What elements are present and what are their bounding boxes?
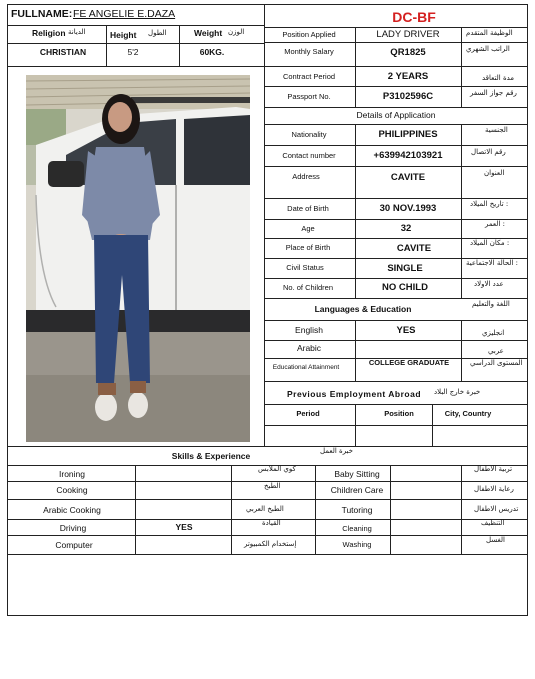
skill-driving-arabic-label: القيادة (262, 519, 281, 527)
date-of-birth-value: 30 NOV.1993 (379, 203, 437, 214)
no-of-children-arabic-label: عدد الاولاد (474, 280, 504, 288)
address-label: Address (292, 172, 320, 181)
skill-cleaning-label: Cleaning (342, 524, 372, 533)
english-arabic-label: انجليزي (482, 329, 505, 337)
period-column-header: Period (296, 409, 320, 418)
age-value: 32 (400, 223, 412, 234)
english-value: YES (396, 325, 416, 336)
passport-no-label: Passport No. (287, 92, 331, 101)
city-country-column-header: City, Country (444, 409, 492, 418)
educational-attainment-arabic-label: المستوى الدراسي (470, 359, 523, 367)
skill-ironing-label: Ironing (59, 469, 85, 479)
height-value: 5'2 (127, 47, 139, 57)
previous-employment-arabic-title: خبرة خارج البلاد (434, 388, 481, 396)
religion-arabic-label: الديانة (68, 28, 86, 36)
weight-value: 60KG. (199, 47, 225, 57)
position-applied-label: Position Applied (282, 30, 336, 39)
skill-cooking-label: Cooking (56, 485, 88, 495)
skill-baby-sitting-arabic-label: تربية الاطفال (474, 465, 513, 473)
skill-children-care-arabic-label: رعاية الاطفال (474, 485, 514, 493)
contract-period-value: 2 YEARS (387, 71, 429, 82)
skill-cleaning-arabic-label: التنظيف (481, 519, 505, 527)
contact-number-value: +639942103921 (373, 150, 443, 161)
age-label: Age (301, 224, 315, 233)
place-of-birth-value: CAVITE (396, 243, 432, 254)
nationality-label: Nationality (291, 130, 327, 139)
skill-tutoring-arabic-label: تدريس الاطفال (474, 505, 519, 513)
address-arabic-label: العنوان (484, 169, 505, 177)
date-of-birth-arabic-label: تاريخ الميلاد : (470, 200, 509, 208)
weight-label: Weight (194, 28, 223, 38)
skill-tutoring-label: Tutoring (341, 505, 373, 515)
religion-label: Religion (32, 28, 66, 38)
skills-title: Skills & Experience (171, 451, 251, 461)
arabic-label: Arabic (296, 343, 322, 353)
position-applied-value: LADY DRIVER (376, 29, 440, 40)
skill-cooking-arabic-label: الطبخ (264, 482, 281, 490)
date-of-birth-label: Date of Birth (287, 204, 329, 213)
skills-arabic-title: خبرة العمل (320, 447, 353, 455)
height-arabic-label: الطول (148, 29, 167, 37)
contract-period-label: Contract Period (282, 72, 336, 81)
fullname-value: FE ANGELIE E.DAZA (73, 8, 176, 20)
educational-attainment-label: Educational Attainment (272, 364, 340, 371)
applicant-photo (26, 75, 250, 442)
monthly-salary-value: QR1825 (390, 47, 426, 58)
skill-washing-arabic-label: الغسل (486, 536, 506, 544)
weight-arabic-label: الوزن (228, 28, 245, 36)
skill-driving-value: YES (175, 522, 193, 532)
previous-employment-title: Previous Employment Abroad (286, 389, 422, 399)
no-of-children-value: NO CHILD (382, 282, 428, 293)
civil-status-arabic-label: الحالة الاجتماعية : (466, 259, 519, 267)
fullname-label: FULLNAME: (11, 8, 73, 20)
contract-period-arabic-label: مدة التعاقد (482, 74, 515, 82)
place-of-birth-arabic-label: مكان الميلاد : (470, 239, 510, 247)
height-label: Height (110, 30, 137, 40)
skill-arabic-cooking-arabic-label: الطبخ العربي (246, 505, 284, 513)
reference-code: DC-BF (392, 9, 436, 25)
place-of-birth-label: Place of Birth (285, 243, 331, 252)
passport-no-arabic-label: رقم جواز السفر (470, 89, 517, 97)
position-column-header: Position (384, 409, 414, 418)
skill-computer-label: Computer (55, 540, 93, 550)
skill-arabic-cooking-label: Arabic Cooking (43, 505, 101, 515)
no-of-children-label: No. of Children (282, 283, 334, 292)
details-title: Details of Application (356, 110, 436, 120)
monthly-salary-label: Monthly Salary (284, 47, 334, 56)
address-value: CAVITE (390, 172, 426, 183)
skill-driving-label: Driving (59, 523, 87, 533)
religion-value: CHRISTIAN (39, 47, 87, 57)
monthly-salary-arabic-label: الراتب الشهري (466, 45, 510, 53)
nationality-arabic-label: الجنسية (485, 126, 508, 134)
skill-ironing-arabic-label: كوي الملابس (258, 465, 296, 473)
skill-washing-label: Washing (342, 540, 372, 549)
arabic-arabic-label: عربي (488, 347, 504, 355)
educational-attainment-value: COLLEGE GRADUATE (368, 358, 450, 367)
skill-children-care-label: Children Care (330, 485, 384, 495)
civil-status-label: Civil Status (286, 263, 324, 272)
skill-computer-arabic-label: إستخدام الكمبيوتر (244, 540, 297, 548)
skill-baby-sitting-label: Baby Sitting (334, 469, 380, 479)
passport-no-value: P3102596C (382, 91, 434, 102)
english-label: English (295, 325, 323, 335)
nationality-value: PHILIPPINES (378, 129, 438, 140)
civil-status-value: SINGLE (387, 263, 423, 274)
languages-title: Languages & Education (314, 304, 412, 314)
contact-number-label: Contact number (282, 151, 336, 160)
languages-arabic-title: اللغة والتعليم (472, 300, 510, 308)
position-applied-arabic-label: الوظيفة المتقدم (466, 29, 513, 37)
contact-number-arabic-label: رقم الاتصال (471, 148, 506, 156)
age-arabic-label: العمر : (485, 220, 505, 228)
